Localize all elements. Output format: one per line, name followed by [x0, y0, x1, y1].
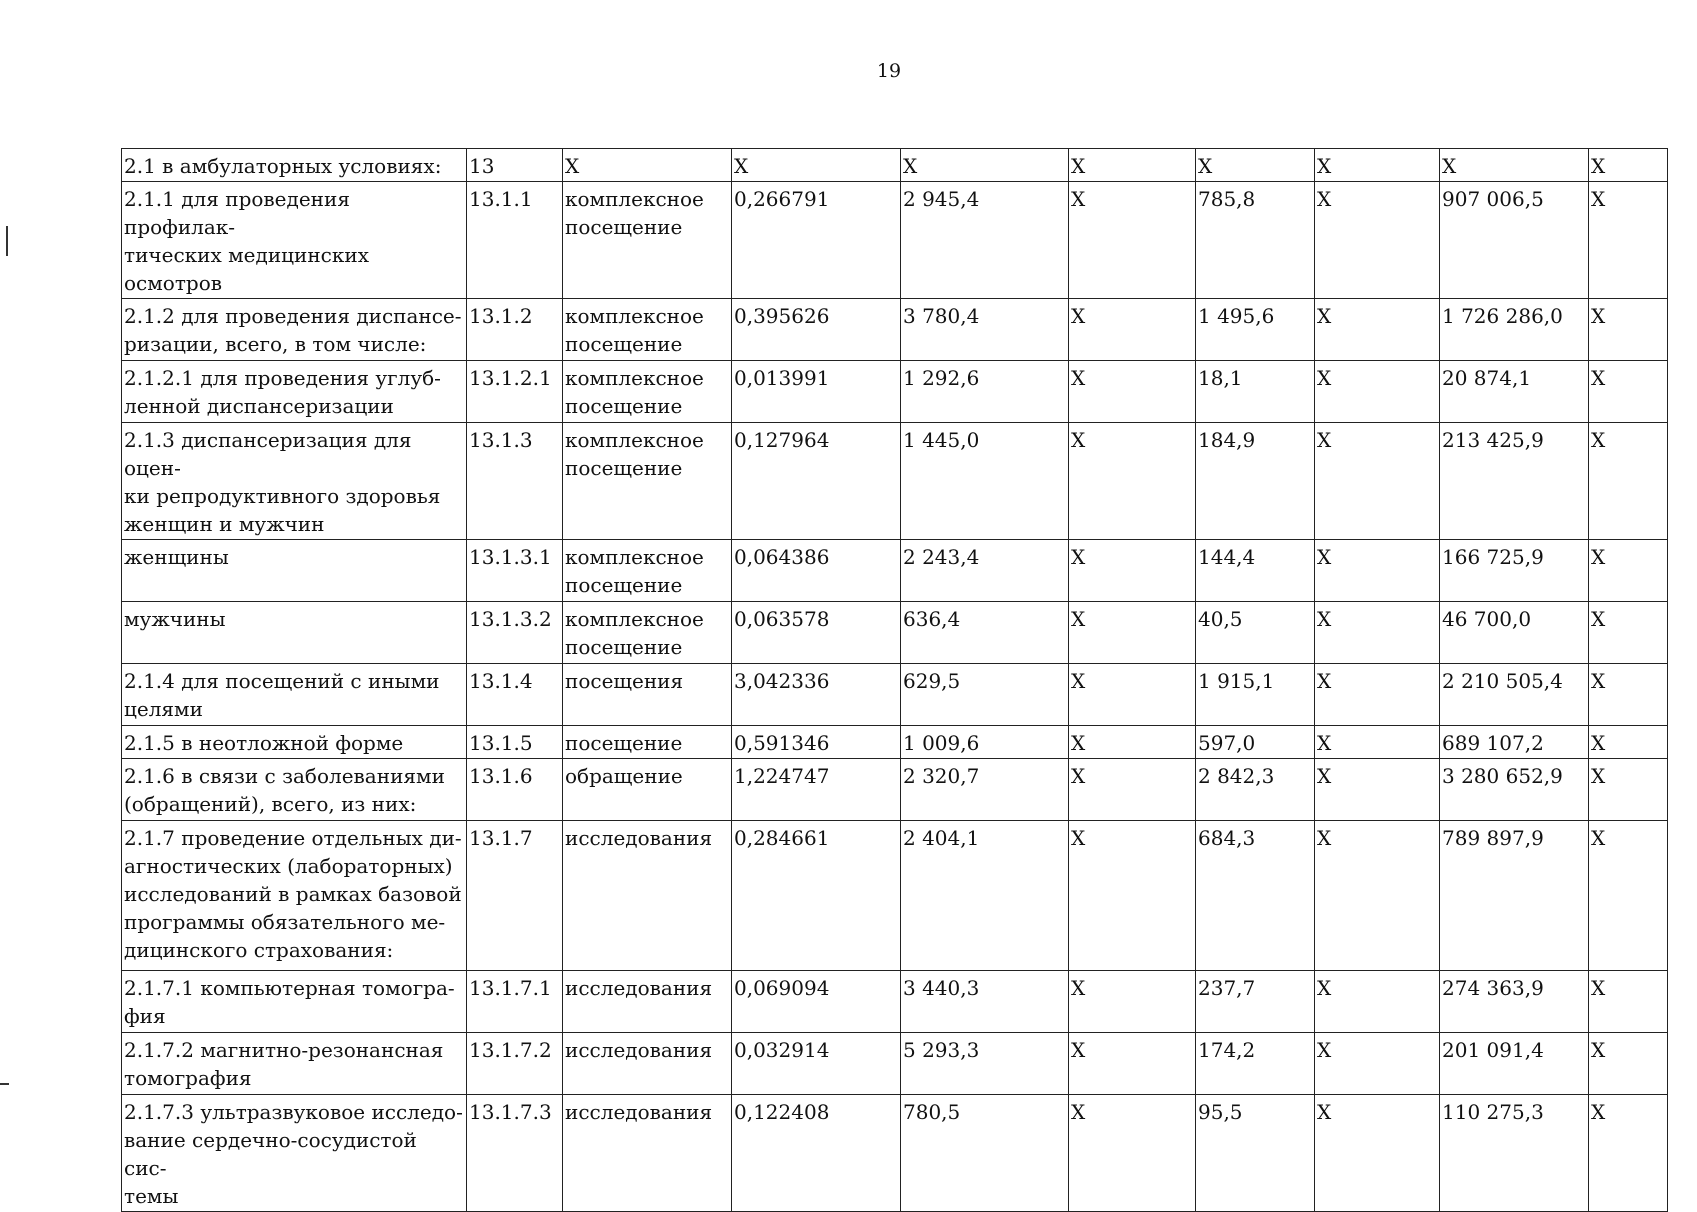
col6-cell: Х [1069, 540, 1196, 602]
row-name: женщины [122, 540, 467, 602]
row-name: 2.1.2.1 для проведения углуб- ленной диспансеризации [122, 361, 467, 423]
col8-cell: Х [1315, 1033, 1440, 1095]
col7-cell: 1 495,6 [1196, 299, 1315, 361]
row-code: 13.1.3 [467, 423, 563, 540]
norm-cell: 0,395626 [732, 299, 901, 361]
col6-cell: Х [1069, 1033, 1196, 1095]
unit-cell: комплексное посещение [563, 423, 732, 540]
col10-cell: Х [1589, 821, 1668, 971]
col9-cell: 274 363,9 [1440, 971, 1589, 1033]
col8-cell: Х [1315, 821, 1440, 971]
table-row [122, 149, 1668, 182]
cost-cell: 3 440,3 [901, 971, 1069, 1033]
col9-cell: 110 275,3 [1440, 1095, 1589, 1212]
col7-cell: 237,7 [1196, 971, 1315, 1033]
col7-cell: Х [1196, 149, 1315, 182]
col9-cell: 213 425,9 [1440, 423, 1589, 540]
col8-cell: Х [1315, 1095, 1440, 1212]
unit-cell: исследования [563, 821, 732, 971]
col6-cell: Х [1069, 821, 1196, 971]
row-name: 2.1.7.1 компьютерная томогра- фия [122, 971, 467, 1033]
cost-cell: 1 445,0 [901, 423, 1069, 540]
table-row [122, 971, 1668, 1033]
row-code: 13.1.2.1 [467, 361, 563, 423]
col9-cell: 3 280 652,9 [1440, 759, 1589, 821]
col8-cell: Х [1315, 423, 1440, 540]
table-row [122, 540, 1668, 602]
row-code: 13.1.6 [467, 759, 563, 821]
cost-cell: 1 009,6 [901, 726, 1069, 759]
row-name: 2.1.7 проведение отдельных ди- агностических (лабораторных) исследований в рамках базовой программы обязательного ме- дицинского страхования: [122, 821, 467, 971]
table-body [122, 149, 1668, 1212]
unit-cell: комплексное посещение [563, 540, 732, 602]
col7-cell: 785,8 [1196, 182, 1315, 299]
row-name: 2.1.5 в неотложной форме [122, 726, 467, 759]
col10-cell: Х [1589, 1095, 1668, 1212]
col6-cell: Х [1069, 664, 1196, 726]
table-row [122, 602, 1668, 664]
col10-cell: Х [1589, 664, 1668, 726]
row-code: 13.1.1 [467, 182, 563, 299]
row-name: 2.1 в амбулаторных условиях: [122, 149, 467, 182]
norm-cell: 0,591346 [732, 726, 901, 759]
col9-cell: 46 700,0 [1440, 602, 1589, 664]
unit-cell: посещение [563, 726, 732, 759]
col8-cell: Х [1315, 664, 1440, 726]
col7-cell: 174,2 [1196, 1033, 1315, 1095]
row-code: 13.1.4 [467, 664, 563, 726]
col8-cell: Х [1315, 971, 1440, 1033]
unit-cell: обращение [563, 759, 732, 821]
col6-cell: Х [1069, 182, 1196, 299]
table-row [122, 664, 1668, 726]
norm-cell: 0,266791 [732, 182, 901, 299]
row-name: 2.1.3 диспансеризация для оцен- ки репродуктивного здоровья женщин и мужчин [122, 423, 467, 540]
table-row [122, 726, 1668, 759]
cost-cell: 629,5 [901, 664, 1069, 726]
cost-cell: Х [901, 149, 1069, 182]
table-row [122, 182, 1668, 299]
col9-cell: 166 725,9 [1440, 540, 1589, 602]
left-edge-mark [6, 226, 8, 256]
col6-cell: Х [1069, 759, 1196, 821]
row-code: 13.1.7.2 [467, 1033, 563, 1095]
row-code: 13.1.5 [467, 726, 563, 759]
col9-cell: 2 210 505,4 [1440, 664, 1589, 726]
table-row [122, 759, 1668, 821]
cost-cell: 780,5 [901, 1095, 1069, 1212]
col9-cell: 20 874,1 [1440, 361, 1589, 423]
table-row [122, 821, 1668, 971]
col8-cell: Х [1315, 726, 1440, 759]
row-name: 2.1.6 в связи с заболеваниями (обращений), всего, из них: [122, 759, 467, 821]
norm-cell: Х [732, 149, 901, 182]
cost-cell: 2 945,4 [901, 182, 1069, 299]
col7-cell: 95,5 [1196, 1095, 1315, 1212]
row-name: 2.1.1 для проведения профилак- тических медицинских осмотров [122, 182, 467, 299]
cost-cell: 2 404,1 [901, 821, 1069, 971]
row-code: 13.1.3.1 [467, 540, 563, 602]
col7-cell: 18,1 [1196, 361, 1315, 423]
col10-cell: Х [1589, 726, 1668, 759]
norm-cell: 0,063578 [732, 602, 901, 664]
page-number: 19 [876, 60, 902, 82]
norm-cell: 0,032914 [732, 1033, 901, 1095]
cost-cell: 3 780,4 [901, 299, 1069, 361]
col8-cell: Х [1315, 759, 1440, 821]
col7-cell: 1 915,1 [1196, 664, 1315, 726]
col8-cell: Х [1315, 182, 1440, 299]
norm-cell: 0,013991 [732, 361, 901, 423]
left-edge-dash [0, 1083, 9, 1085]
col10-cell: Х [1589, 971, 1668, 1033]
col7-cell: 144,4 [1196, 540, 1315, 602]
col9-cell: 907 006,5 [1440, 182, 1589, 299]
norm-cell: 0,069094 [732, 971, 901, 1033]
col10-cell: Х [1589, 423, 1668, 540]
norm-cell: 3,042336 [732, 664, 901, 726]
col6-cell: Х [1069, 726, 1196, 759]
cost-cell: 5 293,3 [901, 1033, 1069, 1095]
col6-cell: Х [1069, 423, 1196, 540]
cost-cell: 636,4 [901, 602, 1069, 664]
table-row [122, 1095, 1668, 1212]
col6-cell: Х [1069, 1095, 1196, 1212]
col10-cell: Х [1589, 361, 1668, 423]
col7-cell: 597,0 [1196, 726, 1315, 759]
data-table [121, 148, 1668, 1212]
row-name: 2.1.2 для проведения диспансе- ризации, всего, в том числе: [122, 299, 467, 361]
col8-cell: Х [1315, 602, 1440, 664]
cost-cell: 2 320,7 [901, 759, 1069, 821]
col8-cell: Х [1315, 299, 1440, 361]
col10-cell: Х [1589, 602, 1668, 664]
unit-cell: исследования [563, 971, 732, 1033]
table-row [122, 361, 1668, 423]
col7-cell: 684,3 [1196, 821, 1315, 971]
col9-cell: 689 107,2 [1440, 726, 1589, 759]
norm-cell: 0,064386 [732, 540, 901, 602]
unit-cell: Х [563, 149, 732, 182]
table-row [122, 299, 1668, 361]
col6-cell: Х [1069, 361, 1196, 423]
col8-cell: Х [1315, 149, 1440, 182]
cost-cell: 1 292,6 [901, 361, 1069, 423]
row-name: 2.1.7.2 магнитно-резонансная томография [122, 1033, 467, 1095]
col7-cell: 184,9 [1196, 423, 1315, 540]
unit-cell: комплексное посещение [563, 361, 732, 423]
unit-cell: комплексное посещение [563, 602, 732, 664]
col6-cell: Х [1069, 602, 1196, 664]
row-code: 13.1.7.1 [467, 971, 563, 1033]
col8-cell: Х [1315, 540, 1440, 602]
col9-cell: 789 897,9 [1440, 821, 1589, 971]
col9-cell: Х [1440, 149, 1589, 182]
unit-cell: исследования [563, 1095, 732, 1212]
col6-cell: Х [1069, 971, 1196, 1033]
row-code: 13 [467, 149, 563, 182]
row-code: 13.1.3.2 [467, 602, 563, 664]
norm-cell: 0,127964 [732, 423, 901, 540]
row-name: 2.1.7.3 ультразвуковое исследо- вание сердечно-сосудистой сис- темы [122, 1095, 467, 1212]
col10-cell: Х [1589, 149, 1668, 182]
row-name: 2.1.4 для посещений с иными целями [122, 664, 467, 726]
col10-cell: Х [1589, 540, 1668, 602]
col10-cell: Х [1589, 182, 1668, 299]
row-name: мужчины [122, 602, 467, 664]
col6-cell: Х [1069, 299, 1196, 361]
norm-cell: 0,284661 [732, 821, 901, 971]
unit-cell: комплексное посещение [563, 182, 732, 299]
col10-cell: Х [1589, 759, 1668, 821]
row-code: 13.1.7 [467, 821, 563, 971]
col10-cell: Х [1589, 1033, 1668, 1095]
cost-cell: 2 243,4 [901, 540, 1069, 602]
col10-cell: Х [1589, 299, 1668, 361]
col9-cell: 1 726 286,0 [1440, 299, 1589, 361]
table-row [122, 423, 1668, 540]
col7-cell: 40,5 [1196, 602, 1315, 664]
norm-cell: 0,122408 [732, 1095, 901, 1212]
row-code: 13.1.7.3 [467, 1095, 563, 1212]
table-row [122, 1033, 1668, 1095]
col7-cell: 2 842,3 [1196, 759, 1315, 821]
unit-cell: посещения [563, 664, 732, 726]
col6-cell: Х [1069, 149, 1196, 182]
unit-cell: комплексное посещение [563, 299, 732, 361]
col8-cell: Х [1315, 361, 1440, 423]
col9-cell: 201 091,4 [1440, 1033, 1589, 1095]
unit-cell: исследования [563, 1033, 732, 1095]
row-code: 13.1.2 [467, 299, 563, 361]
norm-cell: 1,224747 [732, 759, 901, 821]
